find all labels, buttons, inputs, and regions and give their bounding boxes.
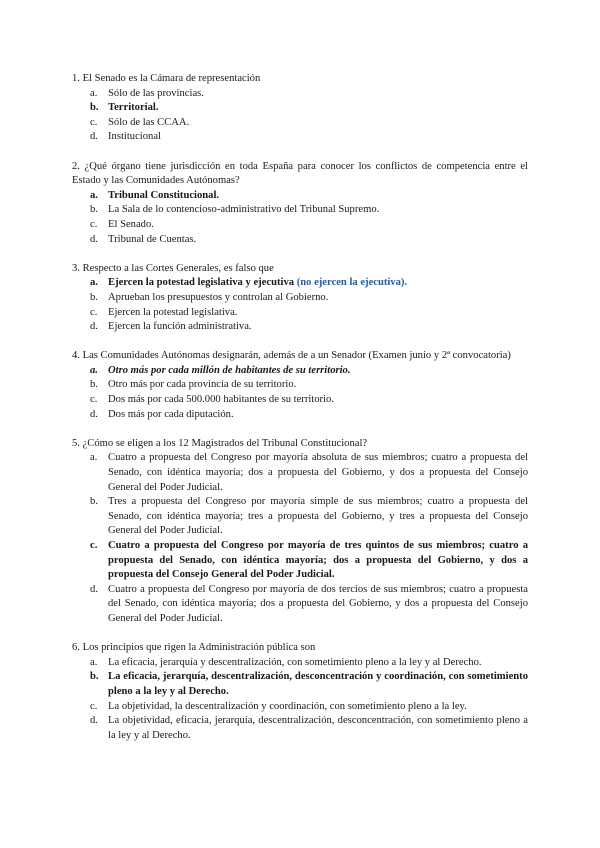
question-text: 6. Los principios que rigen la Administración pública son	[72, 642, 316, 654]
question-1	[72, 72, 528, 145]
options-list	[72, 189, 528, 247]
option-a	[72, 87, 528, 102]
options-list	[72, 364, 528, 422]
question-text: 3. Respecto a las Cortes Generales, es falso que	[72, 262, 274, 274]
option-letter: b.	[90, 671, 99, 683]
option-d	[72, 130, 528, 145]
question-6	[72, 641, 528, 743]
option-letter: d.	[90, 408, 98, 420]
option-text: Aprueban los presupuestos y controlan al Gobierno.	[108, 291, 329, 303]
option-letter: d.	[90, 583, 98, 595]
option-text: Tribunal Constitucional.	[108, 189, 220, 201]
option-d	[72, 320, 528, 335]
option-c-correct	[72, 539, 528, 583]
option-b	[72, 495, 528, 539]
option-letter: c.	[90, 218, 98, 230]
option-text: La Sala de lo contencioso-administrativo del Tribunal Supremo.	[108, 204, 380, 216]
option-a-correct	[72, 189, 528, 204]
option-letter: a.	[90, 189, 98, 201]
option-text: Otro más por cada millón de habitantes de su territorio.	[108, 364, 351, 376]
option-text: La eficacia, jerarquía y descentralización, con sometimiento pleno a la ley y al Derecho.	[108, 656, 482, 668]
question-text: 2. ¿Qué órgano tiene jurisdicción en toda España para conocer los conflictos de competencia entre el Estado y las Comunidades Autónomas?	[72, 160, 528, 187]
options-list	[72, 656, 528, 744]
option-letter: a.	[90, 656, 98, 668]
option-b	[72, 203, 528, 218]
option-a-correct	[72, 364, 528, 379]
option-letter: b.	[90, 379, 98, 391]
option-text: Otro más por cada provincia de su territorio.	[108, 379, 297, 391]
option-letter: c.	[90, 116, 98, 128]
option-text: La objetividad, eficacia, jerarquía, descentralización, desconcentración, con sometimiento pleno a la ley y al Derecho.	[108, 715, 528, 741]
option-d	[72, 233, 528, 248]
option-text: Cuatro a propuesta del Congreso por mayoría de tres quintos de sus miembros; cuatro a propuesta del Senado, con idéntica mayoría; dos a propuesta del Gobierno, y dos a propuesta del Consejo General del Poder Judicial.	[108, 540, 528, 581]
option-text: Tribunal de Cuentas.	[108, 233, 197, 245]
option-c	[72, 393, 528, 408]
option-text: Ejercen la potestad legislativa y ejecutiva	[108, 277, 295, 289]
option-letter: d.	[90, 321, 98, 333]
option-letter: a.	[90, 87, 98, 99]
question-3	[72, 262, 528, 335]
option-text: Dos más por cada diputación.	[108, 408, 234, 420]
option-text: El Senado.	[108, 218, 154, 230]
question-text: 1. El Senado es la Cámara de representación	[72, 73, 261, 84]
option-text: Sólo de las CCAA.	[108, 116, 190, 128]
option-d	[72, 583, 528, 627]
option-letter: c.	[90, 540, 98, 551]
options-list	[72, 276, 528, 334]
option-letter: c.	[90, 306, 98, 318]
option-letter: a.	[90, 364, 98, 376]
option-letter: d.	[90, 233, 98, 245]
option-letter: c.	[90, 700, 98, 712]
option-letter: a.	[90, 277, 98, 289]
option-note: (no ejercen la ejecutiva).	[296, 277, 408, 289]
option-text: La eficacia, jerarquía, descentralización, desconcentración y coordinación, con sometimiento pleno a la ley y al Derecho.	[108, 671, 528, 697]
option-c	[72, 218, 528, 233]
option-letter: c.	[90, 394, 98, 406]
option-letter: b.	[90, 496, 98, 508]
option-a	[72, 656, 528, 671]
question-text: 4. Las Comunidades Autónomas designarán, además de a un Senador (Examen junio y 2ª convocatoria)	[72, 350, 511, 362]
option-letter: b.	[90, 291, 98, 303]
option-text: La objetividad, la descentralización y coordinación, con sometimiento pleno a la ley.	[108, 700, 467, 712]
option-letter: b.	[90, 204, 98, 216]
option-text-wrapper	[108, 276, 528, 291]
option-text: Sólo de las provincias.	[108, 87, 204, 99]
option-b	[72, 291, 528, 306]
option-d	[72, 408, 528, 423]
option-text: Cuatro a propuesta del Congreso por mayoría de dos tercios de sus miembros; cuatro a propuesta del Senado, con idéntica mayoría; dos a propuesta del Gobierno, y dos a propuesta del Consejo General del Poder Judicial.	[108, 583, 528, 624]
option-b-correct	[72, 101, 528, 116]
option-c	[72, 700, 528, 715]
option-text: Ejercen la potestad legislativa.	[108, 306, 238, 318]
option-text: Institucional	[108, 131, 161, 143]
question-4	[72, 349, 528, 422]
option-letter: a.	[90, 452, 98, 464]
option-text: Tres a propuesta del Congreso por mayoría simple de sus miembros; cuatro a propuesta del Senado, con idéntica mayoría; tres a propuesta del Gobierno, y tres a propuesta del Consejo General del Poder Judicial.	[108, 496, 528, 537]
option-letter: d.	[90, 131, 98, 143]
question-text: 5. ¿Cómo se eligen a los 12 Magistrados del Tribunal Constitucional?	[72, 437, 368, 449]
document-page	[72, 72, 528, 758]
options-list	[72, 451, 528, 626]
question-2	[72, 160, 528, 248]
option-text: Territorial.	[108, 102, 159, 114]
option-letter: b.	[90, 102, 99, 114]
option-c	[72, 116, 528, 131]
option-text: Ejercen la función administrativa.	[108, 321, 252, 333]
option-a-correct	[72, 276, 528, 291]
option-letter: d.	[90, 715, 98, 727]
option-c	[72, 306, 528, 321]
option-a	[72, 451, 528, 495]
option-text: Dos más por cada 500.000 habitantes de su territorio.	[108, 394, 334, 406]
question-5	[72, 437, 528, 627]
option-b-correct	[72, 670, 528, 699]
option-text: Cuatro a propuesta del Congreso por mayoría absoluta de sus miembros; cuatro a propuesta del Senado, con idéntica mayoría; dos a propuesta del Gobierno, y dos a propuesta del Consejo General del Poder Judicial.	[108, 452, 528, 493]
option-b	[72, 378, 528, 393]
options-list	[72, 87, 528, 145]
option-d	[72, 714, 528, 743]
